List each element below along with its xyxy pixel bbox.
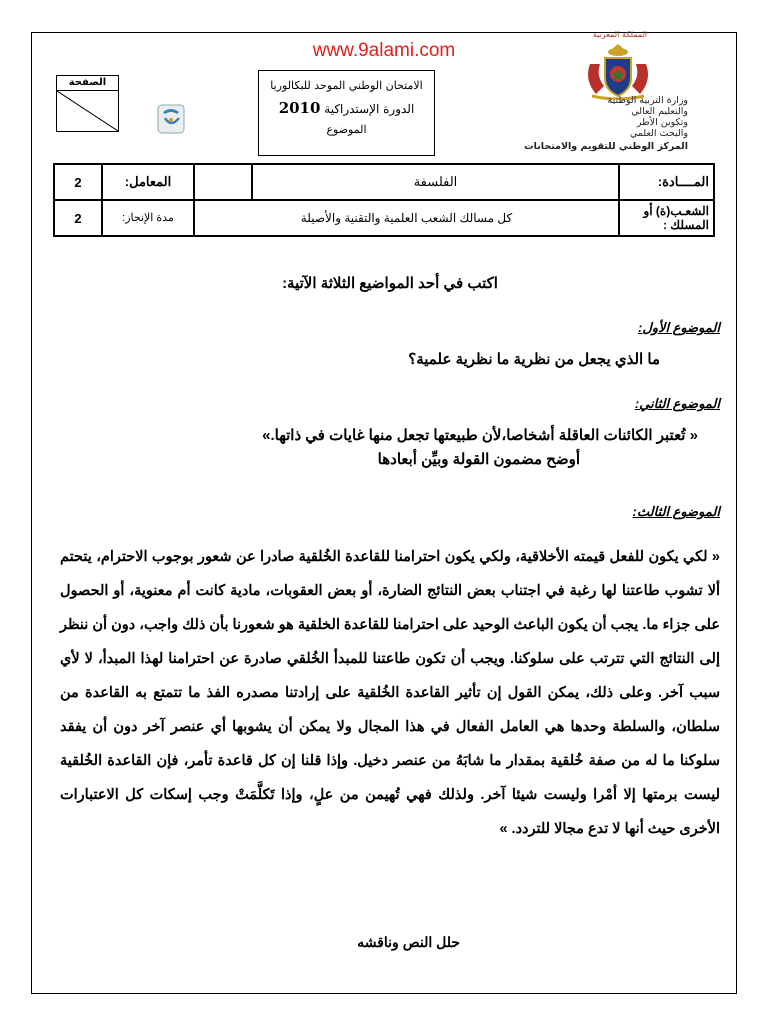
coef-value: 2 (54, 164, 102, 200)
diagonal-line (57, 91, 118, 131)
topic2-quote: « تُعتبر الكائنات العاقلة أشخاصا،لأن طبيعتها تجعل منها غايات في ذاتها.» (262, 427, 698, 444)
topic1-label: الموضوع الأول: (637, 320, 720, 335)
branch-value: كل مسالك الشعب العلمية والتقنية والأصيلة (194, 200, 619, 236)
website-url[interactable]: www.9alami.com (312, 40, 456, 61)
duration-label: مدة الإنجاز: (102, 200, 194, 236)
ministry-block (498, 95, 688, 152)
exam-info-table (53, 163, 715, 237)
topic1-question: ما الذي يجعل من نظرية ما نظرية علمية؟ (408, 351, 660, 368)
ministry-line-3: وتكوين الأطر (636, 117, 688, 128)
ministry-line-4: والبحث العلمي (629, 128, 688, 139)
topic3-label: الموضوع الثالث: (632, 504, 720, 519)
subject-label: المــــادة: (619, 164, 714, 200)
branch-row (54, 200, 714, 236)
emblem-icon (578, 42, 658, 100)
ministry-line-2: والتعليم العالي (631, 106, 688, 117)
topic3-text: « لكي يكون للفعل قيمته الأخلاقية، ولكي يكون احترامنا للقاعدة الخُلقية صادرا عن شعور بوجوب الاحترام، يتحتم ألا تشوب طاعتنا لها رغبة في اجتناب بعض النتائج الضارة، أو بعض العقوبات، مادية كانت أم معنوية، أو الحصول على جزاء ما. يجب أن يكون الباعث الوحيد على احترامنا للقاعدة الخلقية هو شعورنا بأن ذلك واجب، دون أن ننظر إلى النتائج التي تترتب على سلوكنا. ويجب أن تكون طاعتنا للمبدأ الخُلقي صادرة عن احترامنا لهذا المبدأ، لا لأي سبب آخر. وعلى ذلك، يمكن القول إن تأثير القاعدة الخُلقية على إرادتنا مصدره الفذ ما تتمتع به القاعدة من سلطان، والسلطة وحدها هي العامل الفعال في هذا المجال ولا يمكن أن يشوبها أي عنصر آخر دون أن يفقد سلوكنا ما له من صفة خُلقية بمقدار ما شابَهُ من عنصر دخيل. وإذا قلنا إن كل قاعدة تأمر، فإن القاعدة الخُلقية ليست برمتها إلا أمْرا وليست شيئا آخر. ولذلك فهي تُهيمن من علٍ، وإذا تَكلَّمَتْ وجب إسكات كل الاعتبارات الأخرى حيث أنها لا تدع مجالا للتردد. » (60, 549, 720, 837)
duration-value: 2 (54, 200, 102, 236)
exam-title-box (258, 70, 435, 156)
subject-value: الفلسفة (252, 164, 619, 200)
subject-box-label: الموضوع (326, 123, 367, 136)
empty-cell (194, 164, 252, 200)
branch-label: الشعـب(ة) أو المسلك : (619, 200, 714, 236)
exam-title: الامتحان الوطني الموحد للبكالوريا (270, 79, 423, 92)
page-label: الصفحة (57, 76, 118, 91)
center-name: المركز الوطني للتقويم والامتحانات (524, 141, 688, 152)
session-label: الدورة الإستدراكية (324, 102, 415, 116)
center-logo-icon (157, 104, 185, 134)
kingdom-label: المملكة المغربية (592, 30, 648, 39)
subject-row (54, 164, 714, 200)
topic3-task: حلل النص وناقشه (357, 934, 460, 950)
topic2-label: الموضوع الثاني: (634, 396, 720, 411)
page-number-box (56, 75, 119, 132)
exam-year: 2010 (278, 99, 321, 117)
ministry-line-1: وزارة التربية الوطنية (607, 95, 688, 106)
topic2-task: أوضح مضمون القولة وبيِّن أبعادها (377, 451, 580, 468)
coef-label: المعامل: (102, 164, 194, 200)
instructions: اكتب في أحد المواضيع الثلاثة الآتية: (282, 275, 498, 292)
